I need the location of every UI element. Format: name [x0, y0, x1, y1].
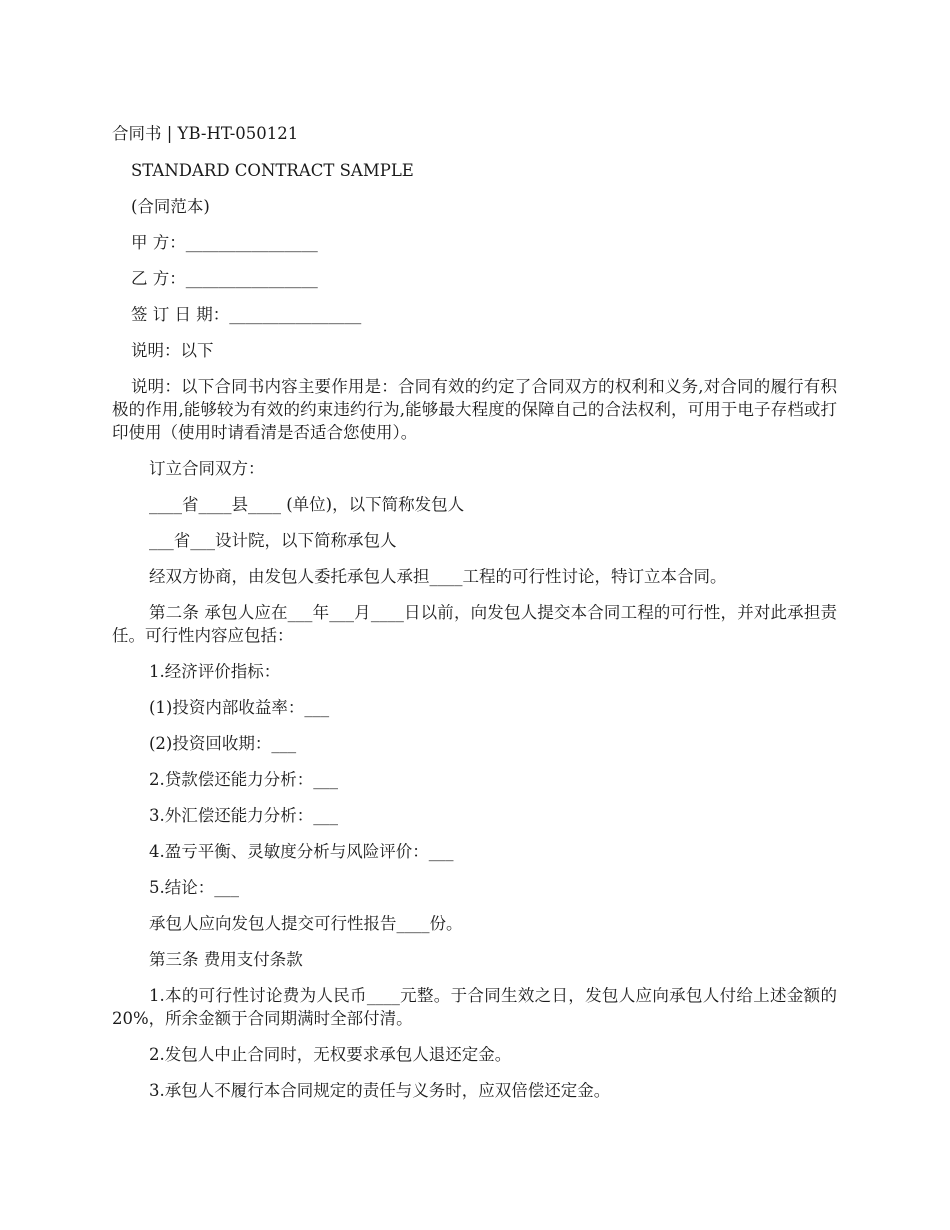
- note-paragraph: 说明：以下合同书内容主要作用是：合同有效的约定了合同双方的权利和义务,对合同的履行有积极的作用,能够较为有效的约束违约行为,能够最大程度的保障自己的合法权利，可用于电子存档或打印使用（使用时请看清是否适合您使用）。: [112, 377, 837, 442]
- sign-date-field: 签 订 日 期：________________: [131, 305, 362, 324]
- note-short: 说明：以下: [131, 341, 214, 360]
- item-1: 1.经济评价指标：: [149, 662, 281, 681]
- report-copies-line: 承包人应向发包人提交可行性报告____份。: [149, 914, 463, 933]
- item-3: 3.外汇偿还能力分析：___: [149, 806, 338, 825]
- payment-clause-3: 3.承包人不履行本合同规定的责任与义务时，应双倍偿还定金。: [149, 1081, 611, 1100]
- preamble-line: 经双方协商，由发包人委托承包人承担____工程的可行性讨论，特订立本合同。: [149, 567, 727, 586]
- employer-line: ____省____县____ (单位)，以下简称发包人: [149, 495, 465, 514]
- party-b-field: 乙 方：________________: [131, 269, 318, 288]
- title-chinese: (合同范本): [131, 197, 210, 216]
- item-1-2: (2)投资回收期：___: [149, 734, 297, 753]
- item-4: 4.盈亏平衡、灵敏度分析与风险评价：___: [149, 842, 454, 861]
- item-5: 5.结论：___: [149, 878, 239, 897]
- item-1-1: (1)投资内部收益率：___: [149, 698, 330, 717]
- article-2-paragraph: 第二条 承包人应在___年___月____日以前，向发包人提交本合同工程的可行性，并对此承担责任。可行性内容应包括：: [112, 603, 837, 645]
- payment-clause-2: 2.发包人中止合同时，无权要求承包人退还定金。: [149, 1045, 512, 1064]
- parties-heading: 订立合同双方：: [149, 459, 265, 478]
- payment-clause-1: 1.本的可行性讨论费为人民币____元整。于合同生效之日，发包人应向承包人付给上述金额的 20%，所余金额于合同期满时全部付清。: [112, 986, 837, 1028]
- contractor-line: ___省___设计院，以下简称承包人: [149, 531, 397, 550]
- article-3-heading: 第三条 费用支付条款: [149, 950, 303, 969]
- contract-document: [112, 122, 837, 1115]
- party-a-field: 甲 方：________________: [131, 233, 318, 252]
- document-header: 合同书 | YB-HT-050121: [112, 124, 299, 143]
- title-english: STANDARD CONTRACT SAMPLE: [131, 161, 414, 180]
- item-2: 2.贷款偿还能力分析：___: [149, 770, 338, 789]
